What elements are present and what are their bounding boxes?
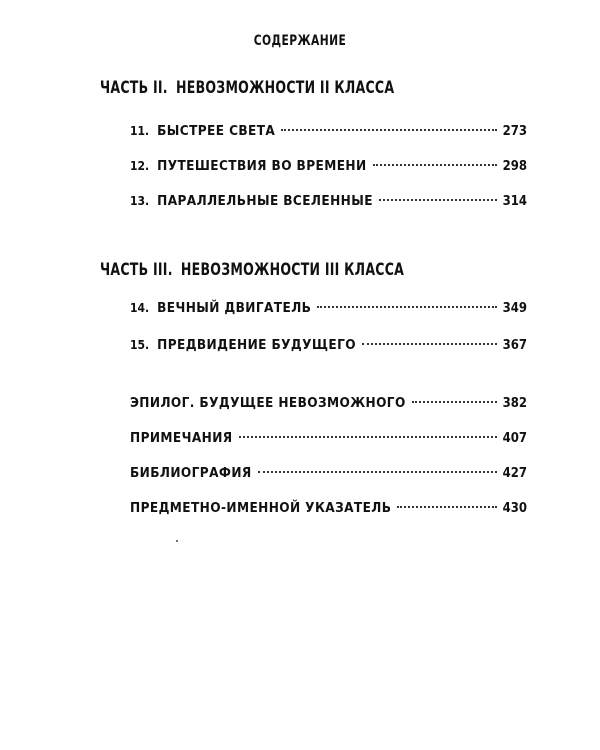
page-number: 349	[502, 301, 527, 316]
chapter-title: ПРЕДВИДЕНИЕ БУДУЩЕГО	[157, 337, 356, 353]
page-title: СОДЕРЖАНИЕ	[253, 33, 347, 49]
print-speck	[176, 540, 178, 542]
page-number: 314	[502, 194, 527, 209]
dot-leader	[258, 471, 497, 473]
dot-leader	[317, 306, 496, 308]
dot-leader	[362, 343, 497, 345]
section-title: ЭПИЛОГ. БУДУЩЕЕ НЕВОЗМОЖНОГО	[130, 395, 406, 411]
dot-leader	[397, 506, 496, 508]
chapter-title: ПУТЕШЕСТВИЯ ВО ВРЕМЕНИ	[157, 158, 367, 174]
section-title: ПРЕДМЕТНО-ИМЕННОЙ УКАЗАТЕЛЬ	[130, 500, 392, 516]
chapter-number: 15.	[130, 338, 150, 352]
toc-entry-notes[interactable]	[130, 430, 527, 450]
part-heading-ii	[100, 78, 394, 98]
part-heading-iii	[100, 260, 404, 280]
chapter-title: ПАРАЛЛЕЛЬНЫЕ ВСЕЛЕННЫЕ	[157, 193, 373, 209]
toc-entry-13[interactable]	[130, 193, 527, 213]
page-number: 427	[502, 466, 527, 481]
toc-entry-11[interactable]	[130, 123, 527, 143]
chapter-number: 14.	[130, 301, 150, 315]
toc-entry-14[interactable]	[130, 300, 527, 320]
chapter-number: 11.	[130, 124, 150, 138]
page-number: 382	[502, 396, 527, 411]
chapter-number: 12.	[130, 159, 150, 173]
toc-entry-bibliography[interactable]	[130, 465, 527, 485]
section-title: БИБЛИОГРАФИЯ	[130, 465, 252, 481]
page-number: 298	[502, 159, 527, 174]
dot-leader	[412, 401, 497, 403]
toc-entry-15[interactable]	[130, 337, 527, 357]
page-number: 407	[502, 431, 527, 446]
dot-leader	[281, 129, 496, 131]
toc-entry-index[interactable]	[130, 500, 527, 520]
chapter-title: БЫСТРЕЕ СВЕТА	[157, 123, 276, 139]
dot-leader	[373, 164, 497, 166]
toc-entry-12[interactable]	[130, 158, 527, 178]
page-number: 430	[502, 501, 527, 516]
part-title: НЕВОЗМОЖНОСТИ III КЛАССА	[180, 260, 405, 280]
part-title: НЕВОЗМОЖНОСТИ II КЛАССА	[176, 78, 395, 98]
part-label: ЧАСТЬ III.	[100, 260, 173, 280]
chapter-title: ВЕЧНЫЙ ДВИГАТЕЛЬ	[157, 300, 312, 316]
page-number: 273	[502, 124, 527, 139]
chapter-number: 13.	[130, 194, 150, 208]
toc-entry-epilogue[interactable]	[130, 395, 527, 415]
page-number: 367	[502, 338, 527, 353]
section-title: ПРИМЕЧАНИЯ	[130, 430, 233, 446]
dot-leader	[239, 436, 497, 438]
part-label: ЧАСТЬ II.	[100, 78, 168, 98]
dot-leader	[379, 199, 497, 201]
